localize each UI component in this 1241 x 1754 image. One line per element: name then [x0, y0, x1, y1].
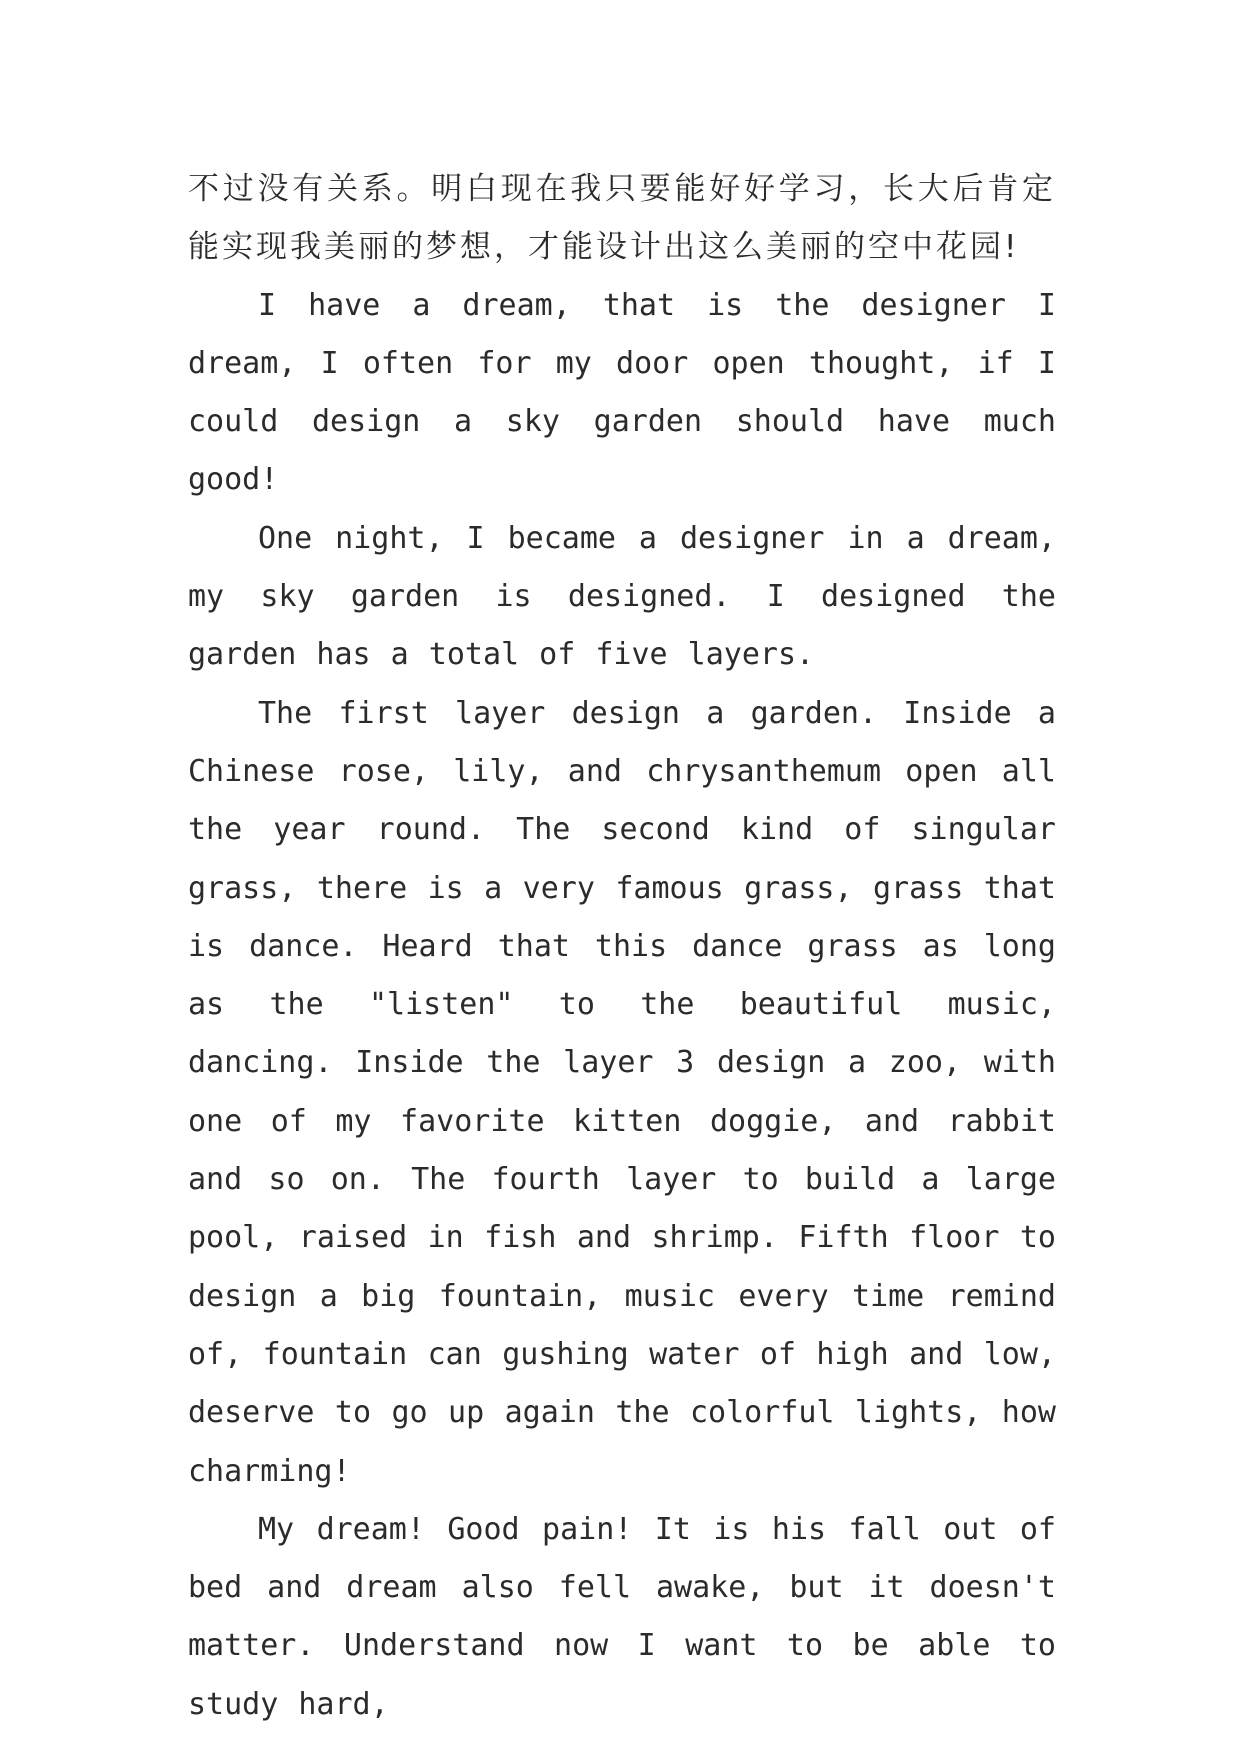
document-body: [188, 160, 1056, 1734]
paragraph-one-night: One night, I became a designer in a dream, my sky garden is designed. I designed the garden has a total of five layers.: [188, 520, 1056, 673]
paragraph-garden-layers: The first layer design a garden. Inside a Chinese rose, lily, and chrysanthemum open all the year round. The second kind of singular grass, there is a very famous grass, grass that is dance. Heard that this dance grass as long as the "listen" to the beautiful music, dancing. Inside the layer 3 design a zoo, with one of my favorite kitten doggie, and rabbit and so on. The fourth layer to build a large pool, raised in fish and shrimp. Fifth floor to design a big fountain, music every time remind of, fountain can gushing water of high and low, deserve to go up again the colorful lights, how charming!: [188, 695, 1056, 1489]
paragraph-chinese: 不过没有关系。明白现在我只要能好好学习，长大后肯定能实现我美丽的梦想，才能设计出这么美丽的空中花园!: [188, 171, 1056, 266]
paragraph-my-dream: My dream! Good pain! It is his fall out of bed and dream also fell awake, but it doesn't matter. Understand now I want to be able to study hard,: [188, 1511, 1056, 1722]
paragraph-dream-intro: I have a dream, that is the designer I dream, I often for my door open thought, if I could design a sky garden should have much good!: [188, 287, 1056, 498]
